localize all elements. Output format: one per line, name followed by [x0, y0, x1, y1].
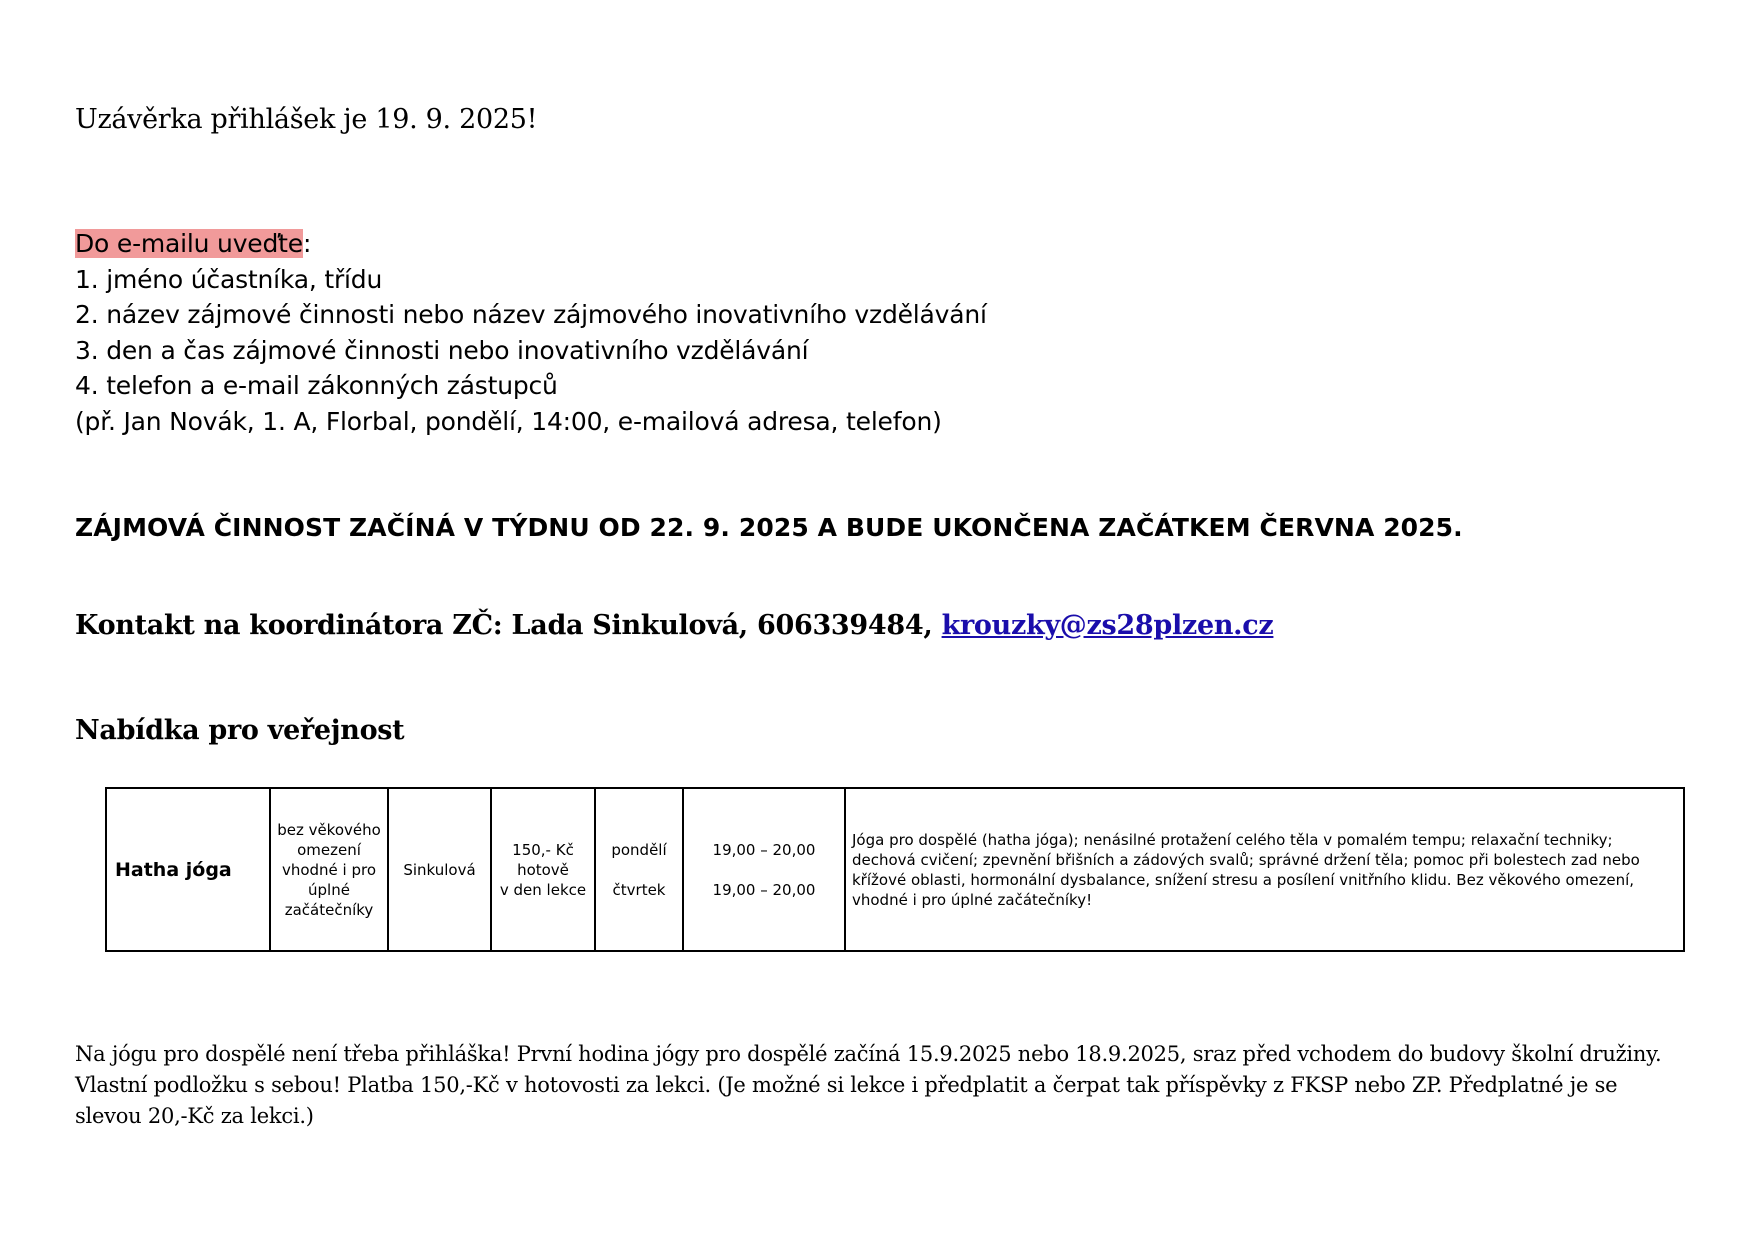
target-line: úplné [308, 880, 350, 899]
day-thursday: čtvrtek [612, 880, 666, 899]
registration-deadline: Uzávěrka přihlášek je 19. 9. 2025! [75, 104, 538, 135]
description-cell: Jóga pro dospělé (hatha jóga); nenásilné protažení celého těla v pomalém tempu; relaxační techniky; dechová cvičení; zpevnění břišních a zádových svalů; správné držení těla; pomoc při bolestech zad nebo křížové oblasti, hormonální dysbalance, snížení stresu a posílení vnitřního klidu. Bez věkového omezení, vhodné i pro úplné začátečníky! [845, 788, 1684, 951]
target-line: vhodné i pro [281, 860, 377, 879]
instruction-item-day-time: 3. den a čas zájmové činnosti nebo inovativního vzdělávání [75, 335, 809, 365]
email-instructions-heading [75, 226, 987, 262]
target-line: omezení [297, 840, 361, 859]
email-instructions [75, 226, 987, 439]
target-line: bez věkového [277, 820, 381, 839]
day-monday: pondělí [611, 840, 667, 859]
price-cell [491, 788, 595, 951]
price-line: hotově [517, 860, 569, 879]
coordinator-email-link[interactable]: krouzky@zs28plzen.cz [941, 610, 1274, 641]
instruction-item-activity-name: 2. název zájmové činnosti nebo název zájmového inovativního vzdělávání [75, 300, 987, 329]
leader-cell: Sinkulová [388, 788, 491, 951]
table-row [106, 788, 1684, 951]
price-line: v den lekce [499, 880, 587, 899]
instruction-example: (př. Jan Novák, 1. A, Florbal, pondělí, 14:00, e-mailová adresa, telefon) [75, 406, 942, 436]
public-offer-table [105, 787, 1685, 952]
target-line: začátečníky [284, 900, 374, 919]
times-cell [683, 788, 845, 951]
public-offer-heading: Nabídka pro veřejnost [75, 715, 405, 746]
price-line: 150,- Kč [512, 840, 574, 859]
time-monday: 19,00 – 20,00 [712, 840, 816, 859]
days-cell [595, 788, 683, 951]
activity-name-cell: Hatha jóga [106, 788, 270, 951]
highlighted-heading: Do e-mailu uveďte [75, 229, 303, 258]
adult-yoga-note: Na jógu pro dospělé není třeba přihláška! První hodina jógy pro dospělé začíná 15.9.2025 nebo 18.9.2025, sraz před vchodem do budovy školní družiny. Vlastní podložku s sebou! Platba 150,-Kč v hotovosti za lekci. (Je možné si lekce i předplatit a čerpat tak příspěvky z FKSP nebo ZP. Předplatné je se slevou 20,-Kč za lekci.) [75, 1042, 1662, 1128]
coordinator-contact [75, 608, 1273, 644]
time-thursday: 19,00 – 20,00 [712, 880, 816, 899]
activity-start-notice: ZÁJMOVÁ ČINNOST ZAČÍNÁ V TÝDNU OD 22. 9. 2025 A BUDE UKONČENA ZAČÁTKEM ČERVNA 2025. [75, 513, 1463, 542]
contact-text: Kontakt na koordinátora ZČ: Lada Sinkulová, 606339484, [75, 610, 942, 641]
target-group-cell [270, 788, 388, 951]
instruction-item-guardian-contact: 4. telefon a e-mail zákonných zástupců [75, 371, 558, 400]
heading-colon: : [302, 229, 312, 258]
instruction-item-name-class: 1. jméno účastníka, třídu [75, 264, 383, 294]
